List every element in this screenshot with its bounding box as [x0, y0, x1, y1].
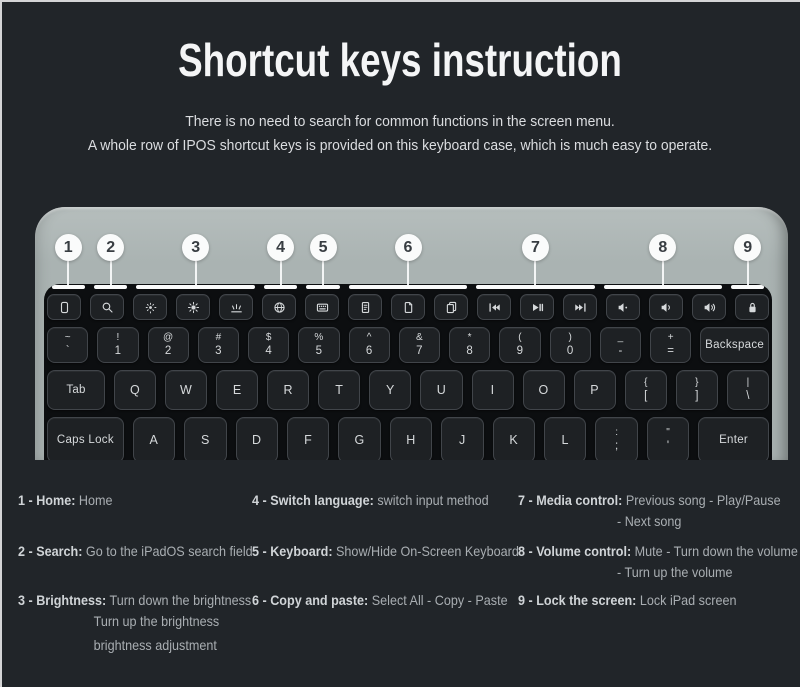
- search-icon: [100, 300, 115, 315]
- subtitle-line-2: A whole row of IPOS shortcut keys is provided on this keyboard case, which is much easy to operate.: [87, 137, 713, 154]
- key-base-symbol: 4: [265, 345, 272, 358]
- key-play-pause: [520, 294, 554, 320]
- callout-circle-4: 4: [267, 234, 294, 261]
- key-shift-symbol: !: [116, 331, 120, 343]
- play-pause-icon: [530, 300, 545, 315]
- legend-entry-label: 2 - Search:: [18, 543, 83, 559]
- mute-icon: [616, 300, 631, 315]
- key-g: G: [338, 417, 380, 460]
- key-base-symbol: 2: [164, 345, 172, 358]
- key-enter: Enter: [698, 417, 769, 460]
- key-bracket-right: [676, 370, 718, 410]
- backlight-icon: [229, 300, 244, 315]
- brightness-up-icon: [186, 300, 201, 315]
- keyboard-icon: [315, 300, 330, 315]
- globe-icon: [272, 300, 287, 315]
- key-base-symbol: 5: [315, 345, 323, 358]
- key-shift-symbol: _: [617, 331, 624, 343]
- legend-entry-first-line: [252, 590, 508, 611]
- keyboard-plate: [44, 284, 772, 460]
- legend-entry-first-line: [518, 490, 798, 511]
- key-previous-track: [477, 294, 511, 320]
- legend-entry-6: [252, 590, 508, 611]
- key-base-symbol: `: [65, 345, 70, 358]
- copy-icon: [401, 300, 416, 315]
- legend-entry-2: [18, 541, 253, 562]
- legend-entry-label: 7 - Media control:: [518, 492, 623, 508]
- tab-key-row: [47, 370, 769, 410]
- legend-entry-label: 9 - Lock the screen:: [518, 592, 637, 608]
- caps-key-row: [47, 417, 769, 460]
- key-next-track: [563, 294, 597, 320]
- key-w: W: [165, 370, 207, 410]
- legend-entry-continuation: brightness adjustment: [93, 637, 217, 653]
- key-shift-symbol: :: [615, 426, 619, 438]
- legend-entry-description: Previous song - Play/Pause: [625, 492, 781, 508]
- key-shift-symbol: &: [416, 331, 423, 343]
- key-9: [499, 327, 540, 363]
- next-track-icon: [573, 300, 588, 315]
- key-base-symbol: =: [667, 345, 674, 358]
- key-y: Y: [369, 370, 411, 410]
- key-home: [47, 294, 81, 320]
- key-base-symbol: 6: [365, 345, 373, 358]
- callout-circle-7: 7: [522, 234, 549, 261]
- callout-circle-2: 2: [97, 234, 124, 261]
- key-base-symbol: ;: [615, 440, 619, 453]
- key-backlight: [219, 294, 253, 320]
- key-r: R: [267, 370, 309, 410]
- key-minus: [600, 327, 641, 363]
- key-group-bar-6: [344, 285, 471, 289]
- key-group-bar-1: [47, 285, 89, 289]
- key-t: T: [318, 370, 360, 410]
- key-volume-down: [649, 294, 683, 320]
- function-key-row: [47, 294, 769, 320]
- key-1: [97, 327, 138, 363]
- key-shift-symbol: {: [644, 376, 648, 388]
- key-shift-symbol: $: [265, 331, 272, 343]
- key-backspace: Backspace: [700, 327, 769, 363]
- key-shift-symbol: #: [215, 331, 222, 343]
- key-a: A: [133, 417, 175, 460]
- legend-entry-first-line: [18, 490, 229, 511]
- key-shift-symbol: %: [314, 331, 324, 343]
- key-semicolon: [595, 417, 637, 460]
- key-quote: [647, 417, 689, 460]
- callout-circle-8: 8: [649, 234, 676, 261]
- key-select-all: [348, 294, 382, 320]
- key-volume-up: [692, 294, 726, 320]
- key-group-bar-7: [472, 285, 599, 289]
- key-mute: [606, 294, 640, 320]
- key-l: L: [544, 417, 586, 460]
- key-tab: Tab: [47, 370, 105, 410]
- key-base-symbol: \: [746, 390, 750, 403]
- key-p: P: [574, 370, 616, 410]
- key-caps-lock: Caps Lock: [47, 417, 124, 460]
- legend-entry-description: Show/Hide On-Screen Keyboard: [336, 543, 519, 559]
- legend-entry-label: 4 - Switch language:: [252, 492, 374, 508]
- key-j: J: [441, 417, 483, 460]
- key-brightness-up: [176, 294, 210, 320]
- key-base-symbol: [: [644, 390, 648, 403]
- key-base-symbol: 0: [566, 345, 574, 358]
- key-3: [198, 327, 239, 363]
- callout-circle-6: 6: [395, 234, 422, 261]
- key-shift-symbol: ): [568, 331, 572, 343]
- legend-entry-continuation: - Turn up the volume: [617, 564, 733, 580]
- subtitle-line-1: There is no need to search for common functions in the screen menu.: [185, 113, 615, 130]
- key-k: K: [493, 417, 535, 460]
- key-backslash: [727, 370, 769, 410]
- key-group-bar-4: [259, 285, 301, 289]
- legend-entry-5: [252, 541, 519, 562]
- legend: [0, 460, 800, 687]
- volume-up-icon: [702, 300, 717, 315]
- legend-entry-4: [252, 490, 491, 511]
- callout-circle-1: 1: [55, 234, 82, 261]
- key-base-symbol: -: [618, 345, 623, 358]
- key-shift-symbol: ~: [64, 331, 71, 343]
- key-shift-symbol: |: [746, 376, 750, 388]
- key-6: [349, 327, 390, 363]
- legend-entry-first-line: [252, 490, 491, 511]
- key-backtick: [47, 327, 88, 363]
- key-base-symbol: ]: [695, 390, 699, 403]
- legend-entry-1: [18, 490, 229, 511]
- key-2: [148, 327, 189, 363]
- legend-entry-7: [518, 490, 798, 532]
- key-shift-symbol: @: [163, 331, 174, 343]
- legend-entry-9: [518, 590, 798, 611]
- page-title: Shortcut keys instruction: [178, 34, 622, 86]
- key-0: [550, 327, 591, 363]
- key-on-screen-keyboard: [305, 294, 339, 320]
- key-shift-symbol: ": [666, 426, 670, 438]
- key-shift-symbol: (: [518, 331, 522, 343]
- key-base-symbol: 9: [516, 345, 524, 358]
- key-d: D: [236, 417, 278, 460]
- key-s: S: [184, 417, 226, 460]
- lock-icon: [745, 300, 760, 315]
- number-key-row: [47, 327, 769, 363]
- legend-entry-label: 3 - Brightness:: [18, 592, 107, 608]
- key-brightness-down: [133, 294, 167, 320]
- legend-entry-label: 8 - Volume control:: [518, 543, 632, 559]
- key-base-symbol: 3: [215, 345, 222, 358]
- select-all-icon: [358, 300, 373, 315]
- key-o: O: [523, 370, 565, 410]
- key-h: H: [390, 417, 432, 460]
- key-e: E: [216, 370, 258, 410]
- key-switch-language: [262, 294, 296, 320]
- legend-entry-description: Go to the iPadOS search field: [85, 543, 253, 559]
- key-u: U: [420, 370, 462, 410]
- legend-entry-description: Turn down the brightness: [109, 592, 252, 608]
- legend-entry-label: 5 - Keyboard:: [252, 543, 333, 559]
- legend-entry-continuation: Turn up the brightness: [93, 613, 220, 629]
- key-lock: [735, 294, 769, 320]
- legend-entry-label: 1 - Home:: [18, 492, 76, 508]
- key-search: [90, 294, 124, 320]
- legend-entry-description: Lock iPad screen: [639, 592, 737, 608]
- callout-circle-9: 9: [734, 234, 761, 261]
- key-base-symbol: 1: [114, 345, 122, 358]
- keyboard-illustration: [0, 207, 800, 460]
- legend-entry-first-line: [252, 541, 519, 562]
- key-base-symbol: 7: [416, 345, 423, 358]
- key-8: [449, 327, 490, 363]
- key-shift-symbol: +: [667, 331, 674, 343]
- brightness-down-icon: [143, 300, 158, 315]
- legend-entry-first-line: [18, 590, 252, 611]
- home-icon: [57, 300, 72, 315]
- callout-circle-3: 3: [182, 234, 209, 261]
- key-4: [248, 327, 289, 363]
- key-shift-symbol: *: [467, 331, 472, 343]
- legend-entry-description: switch input method: [377, 492, 489, 508]
- legend-entry-description: Select All - Copy - Paste: [371, 592, 508, 608]
- key-shift-symbol: }: [695, 376, 699, 388]
- key-equals: [650, 327, 691, 363]
- key-bracket-left: [625, 370, 667, 410]
- key-shift-symbol: ^: [366, 331, 372, 343]
- volume-down-icon: [659, 300, 674, 315]
- key-base-symbol: 8: [466, 345, 473, 358]
- legend-entry-first-line: [18, 541, 253, 562]
- legend-entry-3: [18, 590, 252, 656]
- legend-entry-description: Home: [78, 492, 113, 508]
- key-group-bar-8: [599, 285, 726, 289]
- key-base-symbol: ': [666, 440, 670, 453]
- legend-entry-continuation: - Next song: [617, 513, 682, 529]
- key-paste: [434, 294, 468, 320]
- key-group-bar-9: [727, 285, 769, 289]
- legend-entry-8: [518, 541, 798, 583]
- legend-entry-first-line: [518, 541, 798, 562]
- key-i: I: [472, 370, 514, 410]
- key-group-indicators: [47, 285, 769, 289]
- key-5: [298, 327, 339, 363]
- callout-circle-5: 5: [310, 234, 337, 261]
- key-q: Q: [114, 370, 156, 410]
- key-group-bar-2: [89, 285, 131, 289]
- key-7: [399, 327, 440, 363]
- paste-icon: [444, 300, 459, 315]
- legend-entry-label: 6 - Copy and paste:: [252, 592, 369, 608]
- legend-entry-description: Mute - Turn down the volume: [634, 543, 798, 559]
- previous-track-icon: [487, 300, 502, 315]
- legend-entry-first-line: [518, 590, 798, 611]
- key-copy: [391, 294, 425, 320]
- key-group-bar-5: [302, 285, 344, 289]
- key-f: F: [287, 417, 329, 460]
- key-group-bar-3: [132, 285, 259, 289]
